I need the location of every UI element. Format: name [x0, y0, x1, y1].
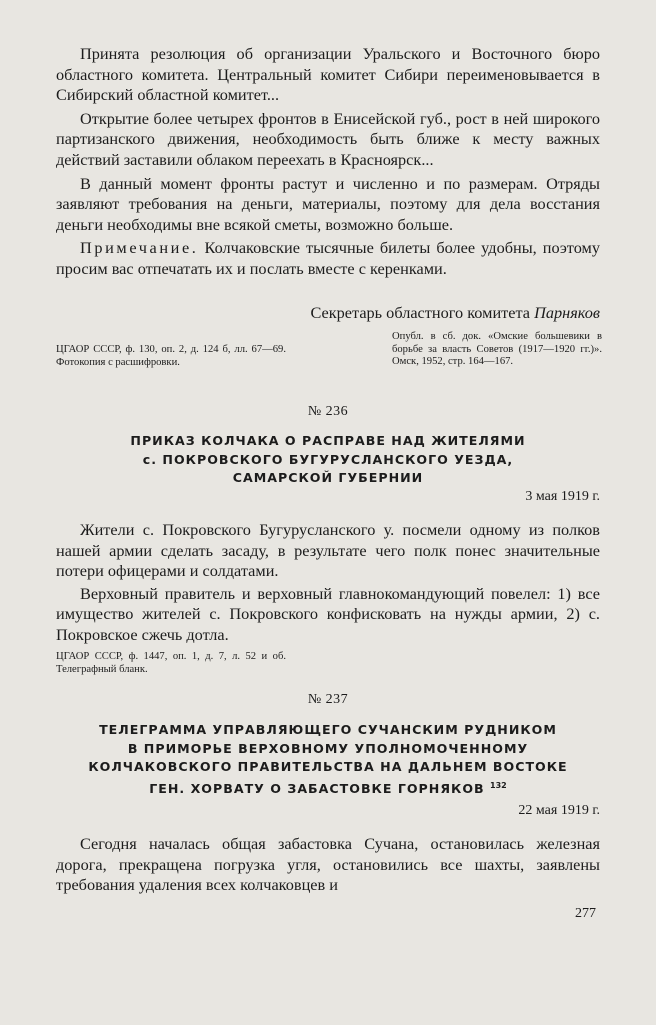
document-number-236: № 236 [307, 404, 349, 419]
paragraph-money: В данный момент фронты растут и численно и по размерам. Отряды заявляют требования на деньги, материалы, поэтому для дела восстания деньги необходимы вне всякой сметы, возможно больше. [56, 173, 600, 234]
document-title-236 [60, 432, 596, 488]
document-date-236: 3 мая 1919 г. [525, 489, 600, 504]
signature-name: Парняков [534, 303, 600, 322]
paragraph-order: Верховный правитель и верховный главнокомандующий повелел: 1) все имущество жителей с. Покровского конфисковать на нужды армии, 2) с. Покровское сжечь дотла. [56, 583, 600, 644]
title-237-line-3: КОЛЧАКОВСКОГО ПРАВИТЕЛЬСТВА НА ДАЛЬНЕМ ВОСТОКЕ [88, 759, 568, 774]
paragraph-strike: Сегодня началась общая забастовка Сучана, остановилась железная дорога, прекращена погрузка угля, остановились все шахты, заявлены требования удаления всех колчаковцев и [56, 834, 600, 895]
document-body-237 [56, 834, 600, 896]
archive-reference-1: ЦГАОР СССР, ф. 130, оп. 2, д. 124 б, лл. 67—69. Фотокопия с расшифровки. [56, 344, 286, 368]
document-title-237 [60, 721, 596, 798]
paragraph-fronts: Открытие более четырех фронтов в Енисейской губ., рост в ней широкого партизанского движения, необходимость быть ближе к месту важных действий заставили облаком переехать в Красноярск... [56, 108, 600, 169]
document-number-237: № 237 [307, 692, 349, 707]
signature [310, 303, 600, 323]
signature-role: Секретарь областного комитета [310, 303, 535, 322]
title-237-line-4 [60, 777, 596, 799]
archive-reference-236: ЦГАОР СССР, ф. 1447, оп. 1, д. 7, л. 52 и об. Телеграфный бланк. [56, 651, 286, 675]
paragraph-resolution: Принята резолюция об организации Уральского и Восточного бюро областного комитета. Центральный комитет Сибири переименовывается в Сибирский областной комитет... [56, 44, 600, 105]
title-236-line-2: с. ПОКРОВСКОГО БУГУРУСЛАНСКОГО УЕЗДА, [142, 451, 514, 467]
title-237-line-4-text: ГЕН. ХОРВАТУ О ЗАБАСТОВКЕ ГОРНЯКОВ [149, 780, 485, 796]
document-date-237: 22 мая 1919 г. [518, 803, 600, 818]
paragraph-ambush: Жители с. Покровского Бугурусланского у. посмели одному из полков нашей армии сделать засаду, в результате чего полк понес значительные потери офицерами и солдатами. [56, 520, 600, 581]
page-number: 277 [575, 906, 596, 921]
note-label: Примечание. [80, 238, 199, 258]
footnote-marker: 132 [490, 780, 507, 790]
title-237-line-1: ТЕЛЕГРАММА УПРАВЛЯЮЩЕГО СУЧАНСКИМ РУДНИКОМ [99, 722, 557, 737]
intro-text-block [56, 44, 600, 280]
document-body-236 [56, 520, 600, 646]
paragraph-note [56, 238, 600, 279]
title-237-line-2: В ПРИМОРЬЕ ВЕРХОВНОМУ УПОЛНОМОЧЕННОМУ [127, 740, 529, 756]
title-236-line-1: ПРИКАЗ КОЛЧАКА О РАСПРАВЕ НАД ЖИТЕЛЯМИ [130, 433, 526, 448]
publication-reference-1: Опубл. в сб. док. «Омские большевики в борьбе за власть Советов (1917—1920 гг.)». Омск, 1952, стр. 164—167. [392, 331, 602, 368]
title-236-line-3: САМАРСКОЙ ГУБЕРНИИ [232, 470, 424, 485]
note-text: Колчаковские тысячные билеты более удобны, поэтому просим вас отпечатать их и послать вместе с керенками. [56, 238, 600, 278]
